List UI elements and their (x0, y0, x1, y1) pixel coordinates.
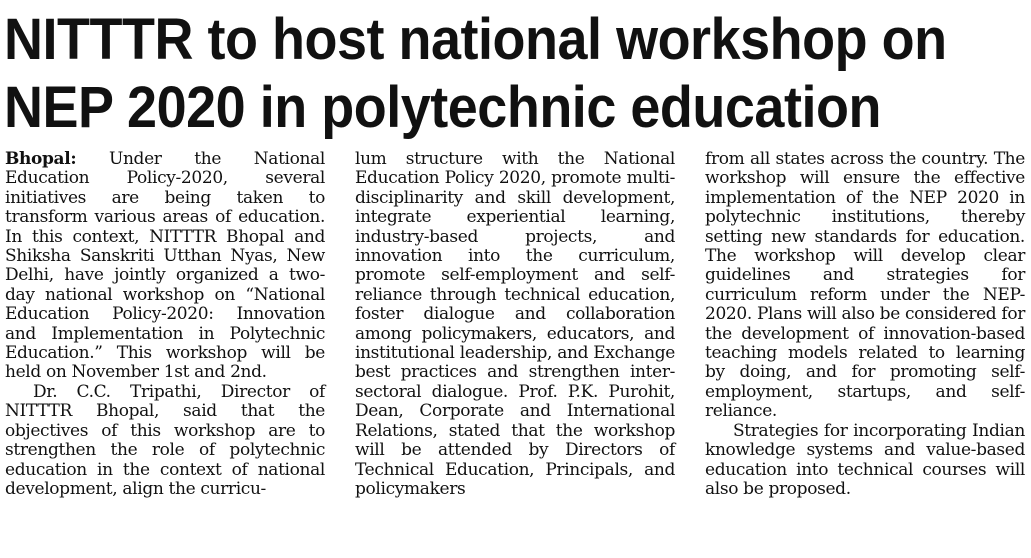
paragraph-strategies: Strategies for incorporating Indian knowledge systems and value-based education into technical courses will also be proposed. (705, 420, 1025, 499)
headline-line-2: NEP 2020 in polytechnic education (4, 75, 881, 140)
column-1 (5, 150, 325, 499)
headline-line-1: NITTTR to host national workshop on (4, 7, 947, 72)
intro-text: Under the National Education Policy-2020, several initiatives are being taken to transform various areas of education. In this context, NITTTR Bhopal and Shiksha Sanskriti Utthan Nyas, New Delhi, have jointly organized a two-day national workshop on “National Education Policy-2020: Innovation and Implementation in Polytechnic Education.” This workshop will be held on November 1st and 2nd. (5, 149, 325, 383)
paragraph-attendance: from all states across the country. The workshop will ensure the effective implementation of the NEP 2020 in polytechnic institutions, thereby setting new standards for education. The workshop will develop clear guidelines and strategies for curriculum reform under the NEP-2020. Plans will also be considered for the development of innovation-based teaching models related to learning by doing, and for promoting self-employment, startups, and self-reliance. (705, 149, 1025, 422)
paragraph-intro (5, 150, 325, 383)
dateline: Bhopal: (5, 149, 77, 169)
column-2 (355, 150, 675, 499)
paragraph-director-quote: Dr. C.C. Tripathi, Director of NITTTR Bhopal, said that the objectives of this workshop are to strengthen the role of polytechnic education in the context of national development, align the curricu- (5, 381, 325, 499)
column-3 (705, 150, 1025, 499)
article-body (5, 150, 1025, 552)
headline (4, 6, 954, 142)
paragraph-objectives: lum structure with the National Education Policy 2020, promote multi-disciplinarity and skill development, integrate experiential learning, industry-based projects, and innovation into the curriculum, promote self-employment and self-reliance through technical education, foster dialogue and collaboration among policymakers, educators, and institutional leadership, and Exchange best practices and strengthen inter-sectoral dialogue. Prof. P.K. Purohit, Dean, Corporate and International Relations, stated that the workshop will be attended by Directors of Technical Education, Principals, and policymakers (355, 149, 675, 499)
